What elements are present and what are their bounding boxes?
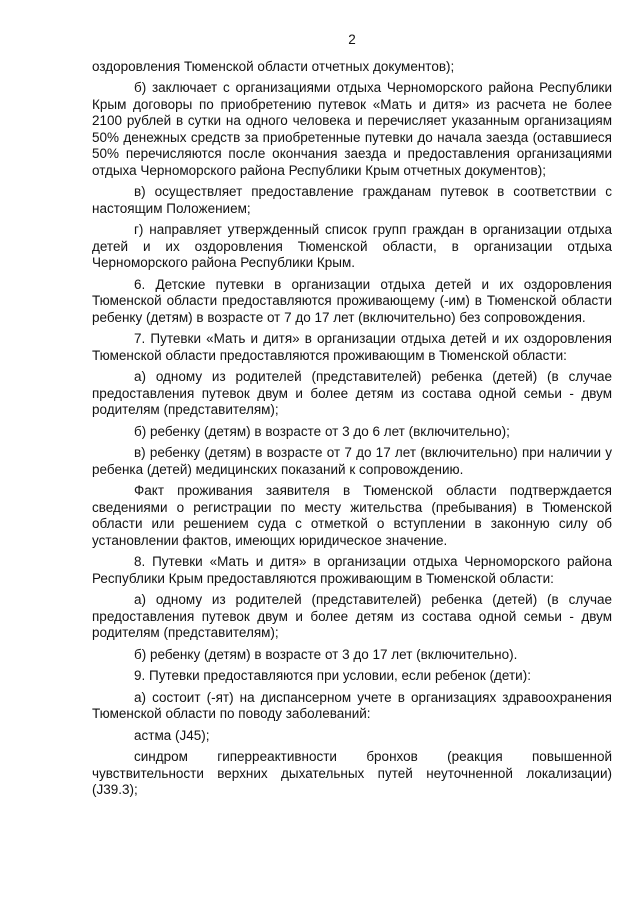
paragraph-section-6: 6. Детские путевки в организации отдыха детей и их оздоровления Тюменской области предоставляются проживающему (-им) в Тюменской области ребенку (детям) в возрасте от 7 до 17 лет (включительно) без сопровождения. xyxy=(92,276,612,325)
paragraph-section-9: 9. Путевки предоставляются при условии, если ребенок (дети): xyxy=(134,668,531,683)
paragraph-section-7-item-v: в) ребенку (детям) в возрасте от 7 до 17 лет (включительно) при наличии у ребенка (детей) медицинских показаний к сопровождению. xyxy=(92,445,612,477)
paragraph-section-9-item-a: а) состоит (-ят) на диспансерном учете в организациях здравоохранения Тюменской области по поводу заболеваний: xyxy=(92,689,612,721)
paragraph-diagnosis-asthma: астма (J45); xyxy=(134,727,210,743)
paragraph-section-7-item-b: б) ребенку (детям) в возрасте от 3 до 6 лет (включительно); xyxy=(134,423,510,439)
paragraph-section-8-item-b: б) ребенку (детям) в возрасте от 3 до 17 лет (включительно). xyxy=(134,646,518,662)
paragraph-item-b-contracts: б) заключает с организациями отдыха Черноморского района Республики Крым договоры по приобретению путевок «Мать и дитя» из расчета не более 2100 рублей в сутки на одного человека и перечисляет указанным организациям 50% денежных средств за приобретенные путевки до начала заезда (оставшиеся 50% перечисляются после окончания заезда и предоставления организациями отдыха Черноморского района Республики Крым отчетных документов); xyxy=(92,80,612,178)
paragraph-diagnosis-bronchial: синдром гиперреактивности бронхов (реакция повышенной чувствительности верхних дыхательных путей неуточненной локализации) (J39.3); xyxy=(92,749,612,797)
paragraph-item-g-lists: г) направляет утвержденный список групп граждан в организации отдыха детей и их оздоровления Тюменской области, в организации отдыха Черноморского района Республики Крым. xyxy=(92,222,612,270)
paragraph-residence-fact: Факт проживания заявителя в Тюменской области подтверждается сведениями о регистрации по месту жительства (пребывания) в Тюменской области или решением суда с отметкой о вступлении в законную силу об установлении фактов, имеющих юридическое значение. xyxy=(92,483,612,548)
paragraph-section-8-item-a: а) одному из родителей (представителей) ребенка (детей) (в случае предоставления путевок двум и более детям из состава одной семьи - двум родителям (представителям); xyxy=(92,592,612,640)
paragraph-section-7-item-a: а) одному из родителей (представителей) ребенка (детей) (в случае предоставления путевок двум и более детям из состава одной семьи - двум родителям (представителям); xyxy=(92,369,612,417)
paragraph-continuation: оздоровления Тюменской области отчетных документов); xyxy=(92,58,455,74)
paragraph-item-v-provision: в) осуществляет предоставление гражданам путевок в соответствии с настоящим Положением; xyxy=(92,184,612,216)
paragraph-section-7: 7. Путевки «Мать и дитя» в организации отдыха детей и их оздоровления Тюменской области предоставляются проживающим в Тюменской области: xyxy=(92,331,612,363)
page-number: 2 xyxy=(348,32,356,47)
paragraph-section-8: 8. Путевки «Мать и дитя» в организации отдыха Черноморского района Республики Крым предоставляются проживающим в Тюменской области: xyxy=(92,554,612,586)
